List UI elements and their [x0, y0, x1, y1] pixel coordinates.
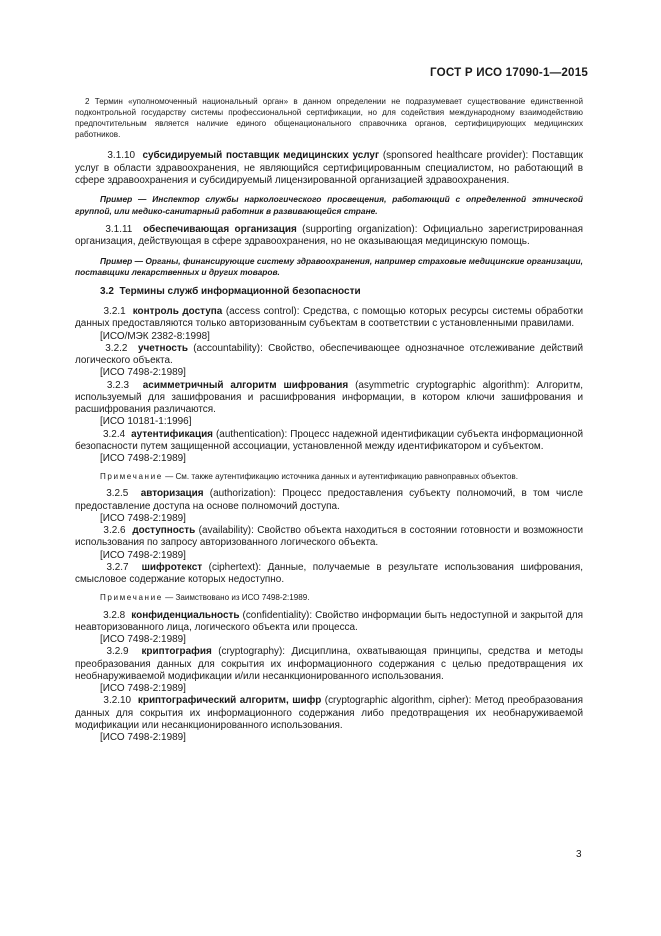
entry-term: шифротекст [141, 561, 203, 573]
section-heading [75, 286, 583, 299]
entry-term: конфиденциальность [131, 609, 240, 621]
entry-3-1-10 [75, 150, 583, 187]
entry-number: 3.2.9 [106, 646, 129, 658]
entry-term: доступность [132, 525, 196, 537]
entry-term: учетность [137, 342, 188, 354]
entry-definition: (accountability): Свойство, обеспечивающее однозначное отслеживание действий логического объекта. [75, 342, 584, 367]
entry-reference: [ИСО 7498-2:1989] [100, 634, 186, 646]
note-text: — Заимствовано из ИСО 7498-2:1989. [165, 593, 310, 603]
entry-3-2-5 [75, 488, 583, 513]
entry-reference: [ИСО/МЭК 2382-8:1998] [100, 330, 210, 342]
entry-number: 3.2.7 [106, 561, 129, 573]
entry-term: авторизация [140, 488, 204, 500]
entry-term: обеспечивающая организация [143, 224, 297, 236]
document-code-header: ГОСТ Р ИСО 17090-1—2015 [430, 66, 588, 79]
entry-number: 3.2.3 [106, 379, 129, 391]
entry-definition: (sponsored healthcare provider): Поставщик услуг в области здравоохранения, не являющийся сертифицированным специалистом, но работающий в сфере здравоохранения и субсидируемый лицензированной организацией здравоохранения. [75, 150, 583, 186]
entry-term: асимметричный алгоритм шифрования [142, 379, 349, 391]
entry-definition: (access control): Средства, с помощью которых ресурсы системы обработки данных предоставляются только авторизованным субъектам в соответствии с установленными правилами. [75, 306, 584, 330]
top-note: 2 Термин «уполномоченный национальный орган» в данном определении не подразумевает существование единственной подконтрольной государству системы профессиональной сертификации, но для содействия международному взаимодействию предпочтительным является наличие единого общенационального справочника органов, сертифицирующих медицинских работников. [75, 97, 583, 140]
entry-3-2-3 [75, 380, 583, 417]
entry-3-2-9 [75, 646, 583, 683]
note-label: Примечание [100, 472, 163, 482]
note-2 [75, 592, 583, 603]
entry-3-2-6 [75, 525, 583, 550]
entry-number: 3.2.5 [106, 488, 129, 500]
entry-3-2-7 [75, 562, 583, 587]
entry-3-2-4 [75, 429, 583, 454]
entry-3-2-2 [75, 343, 583, 368]
example-1: Пример — Инспектор службы наркологического просвещения, работающий с определенной этнической группой, или медико-санитарный работник в развивающейся стране. [75, 194, 583, 216]
entry-3-2-1 [75, 306, 583, 331]
entry-definition: (cryptography): Дисциплина, охватывающая принципы, средства и методы преобразования данных для сокрытия их информационного содержания с целью предотвращения их необнаруживаемой модификации и/или несанкционированного использования. [75, 646, 584, 682]
entry-3-1-11 [75, 224, 583, 249]
note-text: — См. также аутентификацию источника данных и аутентификацию равноправных объектов. [165, 472, 518, 482]
entry-number: 3.2.10 [103, 695, 132, 707]
entry-number: 3.2.2 [105, 342, 128, 354]
entry-definition: (cryptographic algorithm, cipher): Метод преобразования данных для сокрытия их информационного содержания либо предотвращения их необнаруживаемой модификации или несанкционированного использования. [75, 695, 583, 731]
entry-reference: [ИСО 7498-2:1989] [100, 367, 186, 379]
entry-term: криптографический алгоритм, шифр [137, 695, 322, 707]
entry-definition: (availability): Свойство объекта находиться в состоянии готовности и возможности использования по запросу авторизованного логического объекта. [75, 525, 583, 549]
entry-reference: [ИСО 10181-1:1996] [100, 416, 192, 428]
entry-definition: (ciphertext): Данные, получаемые в результате использования шифрования, смысловое содержание которых недоступно. [75, 561, 583, 586]
entry-number: 3.1.10 [107, 150, 136, 162]
entry-reference: [ИСО 7498-2:1989] [100, 683, 186, 695]
entry-number: 3.2.4 [103, 428, 126, 440]
entry-reference: [ИСО 7498-2:1989] [100, 732, 186, 744]
entry-definition: (authorization): Процесс предоставления субъекту полномочий, в том числе предоставление доступа на основе полномочий доступа. [75, 488, 583, 512]
entry-definition: (confidentiality): Свойство информации быть недоступной и закрытой для неавторизованного лица, логического объекта или процесса. [75, 609, 583, 633]
entry-term: криптография [141, 646, 212, 658]
page-content [75, 96, 583, 744]
entry-definition: (supporting organization): Официально зарегистрированная организация, действующая в сфере здравоохранения, но не оказывающая медицинскую помощь. [75, 224, 583, 248]
entry-term: субсидируемый поставщик медицинских услуг [142, 150, 380, 162]
section-number: 3.2 [100, 285, 114, 297]
entry-number: 3.2.1 [103, 306, 126, 318]
section-title: Термины служб информационной безопасности [119, 285, 361, 297]
note-label: Примечание [100, 593, 163, 603]
entry-number: 3.2.6 [103, 525, 126, 537]
entry-definition: (asymmetric cryptographic algorithm): Алгоритм, используемый для зашифрования и расшифрования информации, в котором ключи зашифрования и расшифрования различаются. [75, 379, 583, 416]
entry-reference: [ИСО 7498-2:1989] [100, 453, 186, 465]
entry-3-2-10 [75, 695, 583, 732]
entry-number: 3.1.11 [105, 224, 133, 236]
note-1 [75, 471, 583, 482]
entry-reference: [ИСО 7498-2:1989] [100, 549, 186, 561]
entry-3-2-8 [75, 610, 583, 635]
entry-reference: [ИСО 7498-2:1989] [100, 512, 186, 524]
entry-term: контроль доступа [132, 306, 223, 318]
example-2: Пример — Органы, финансирующие систему здравоохранения, например страховые медицинские организации, поставщики лекарственных и других товаров. [75, 255, 583, 278]
entry-term: аутентификация [131, 428, 213, 440]
entry-definition: (authentication): Процесс надежной идентификации субъекта информационной безопасности путем защищенной ассоциации, установленной между идентификатором и субъектом. [75, 428, 584, 452]
entry-number: 3.2.8 [103, 609, 126, 621]
page-number: 3 [576, 849, 582, 860]
